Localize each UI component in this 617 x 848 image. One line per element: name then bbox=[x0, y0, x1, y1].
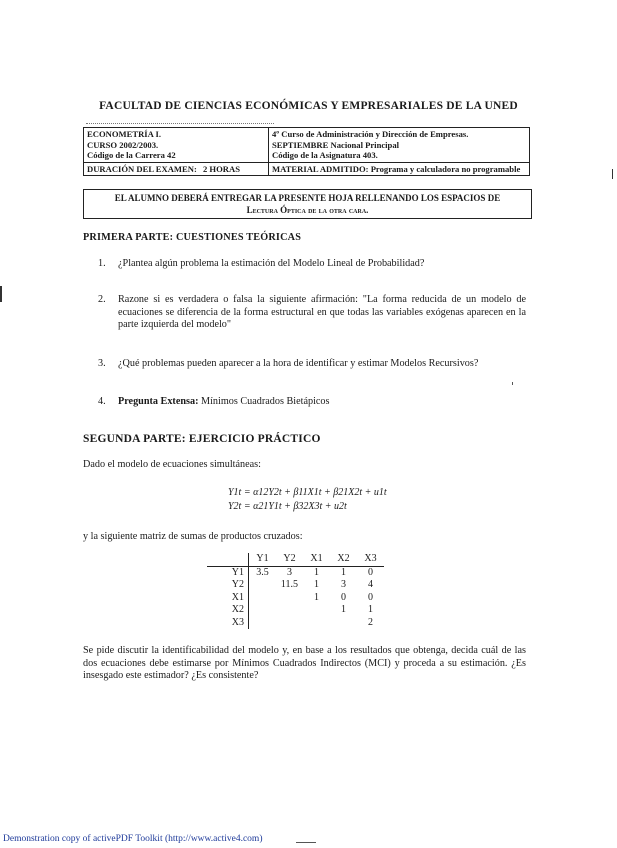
model-intro: Dado el modelo de ecuaciones simultáneas: bbox=[83, 459, 261, 470]
matrix-cell: 0 bbox=[368, 591, 373, 603]
duration-value: 2 HORAS bbox=[202, 163, 240, 174]
matrix-cell: 3 bbox=[341, 579, 346, 591]
career-code: Código de la Carrera 42 bbox=[87, 150, 176, 160]
matrix-cell: 1 bbox=[314, 579, 319, 591]
matrix-cell bbox=[249, 617, 277, 630]
row-header: X3 bbox=[207, 617, 249, 630]
matrix-cell: 1 bbox=[341, 604, 346, 616]
matrix-cell bbox=[303, 617, 330, 630]
matrix-row bbox=[207, 604, 384, 617]
matrix-cell bbox=[276, 617, 303, 630]
matrix-cell: 1 bbox=[341, 566, 346, 578]
matrix-cell bbox=[249, 579, 277, 592]
notice-line-2: Lectura Óptica de la otra cara. bbox=[246, 205, 369, 215]
course-name: ECONOMETRÍA I. bbox=[87, 129, 162, 139]
q3-number: 3. bbox=[98, 358, 106, 369]
matrix-cell: 0 bbox=[341, 591, 346, 603]
matrix-cell: 2 bbox=[368, 616, 373, 628]
matrix-cell: 4 bbox=[368, 579, 373, 591]
faculty-title: FACULTAD DE CIENCIAS ECONÓMICAS Y EMPRESARIALES DE LA UNED bbox=[99, 100, 518, 112]
matrix-row bbox=[207, 617, 384, 630]
subject-code: Código de la Asignatura 403. bbox=[272, 150, 378, 160]
row-header: Y1 bbox=[207, 566, 249, 579]
demo-watermark-link[interactable]: Demonstration copy of activePDF Toolkit (http://www.active4.com) bbox=[3, 834, 263, 844]
margin-mark bbox=[612, 169, 613, 179]
equation-1: Y1t = α12Y2t + β11X1t + β21X2t + u1t bbox=[228, 487, 387, 498]
matrix-cell: 1 bbox=[314, 566, 319, 578]
course-year: CURSO 2002/2003. bbox=[87, 139, 159, 150]
submission-notice bbox=[83, 189, 532, 219]
matrix-cell bbox=[330, 617, 357, 630]
exam-session: SEPTIEMBRE Nacional Principal bbox=[272, 139, 400, 150]
dotted-separator bbox=[86, 123, 274, 124]
q1-number: 1. bbox=[98, 258, 106, 269]
matrix-cell: 1 bbox=[368, 604, 373, 616]
row-header: X2 bbox=[207, 604, 249, 617]
q2-text: Razone si es verdadera o falsa la siguiente afirmación: "La forma reducida de un modelo de ecuaciones se diferencia de la forma estructural en que todas las variables exógenas aparecen en la parte izquierda del modelo" bbox=[118, 294, 526, 331]
col-header: X1 bbox=[303, 553, 330, 566]
matrix-cell: 1 bbox=[314, 591, 319, 603]
material-label: MATERIAL ADMITIDO: bbox=[272, 163, 369, 174]
matrix-row bbox=[207, 566, 384, 579]
scan-mark bbox=[512, 382, 513, 385]
duration-label: DURACIÓN DEL EXAMEN: bbox=[87, 163, 197, 174]
scan-mark bbox=[296, 842, 316, 843]
matrix-cell: 3.5 bbox=[256, 566, 269, 578]
q4-label: Pregunta Extensa: bbox=[118, 396, 199, 407]
part1-title: PRIMERA PARTE: CUESTIONES TEÓRICAS bbox=[83, 232, 302, 243]
matrix-row bbox=[207, 592, 384, 605]
row-header: X1 bbox=[207, 592, 249, 605]
q4-text bbox=[118, 396, 526, 409]
matrix-cell: 0 bbox=[368, 566, 373, 578]
course-info-cell bbox=[84, 128, 269, 163]
matrix-cell bbox=[249, 592, 277, 605]
matrix-corner bbox=[207, 553, 249, 566]
matrix-cell bbox=[303, 604, 330, 617]
degree-name: 4º Curso de Administración y Dirección de Empresas. bbox=[272, 129, 469, 139]
degree-info-cell bbox=[269, 128, 530, 163]
part2-title: SEGUNDA PARTE: EJERCICIO PRÁCTICO bbox=[83, 433, 321, 445]
material-value: Programa y calculadora no programable bbox=[370, 163, 521, 174]
matrix-row bbox=[207, 579, 384, 592]
q1-text: ¿Plantea algún problema la estimación del Modelo Lineal de Probabilidad? bbox=[118, 258, 425, 269]
notice-line-1: EL ALUMNO DEBERÁ ENTREGAR LA PRESENTE HOJA RELLENANDO LOS ESPACIOS DE bbox=[114, 193, 501, 203]
matrix-cell bbox=[249, 604, 277, 617]
q4-number: 4. bbox=[98, 396, 106, 407]
exercise-instructions: Se pide discutir la identificabilidad del modelo y, en base a los resultados que obtenga, decida cuál de las dos ecuaciones debe estimarse por Mínimos Cuadrados Indirectos (MCI) y proceda a su estimación. ¿Es insesgado este estimador? ¿Es consistente? bbox=[83, 645, 526, 682]
matrix-header-row bbox=[207, 553, 384, 566]
duration-cell bbox=[84, 162, 269, 176]
col-header: Y2 bbox=[276, 553, 303, 566]
matrix-intro: y la siguiente matriz de sumas de productos cruzados: bbox=[83, 531, 303, 542]
matrix-cell: 3 bbox=[287, 566, 292, 578]
matrix-cell bbox=[276, 592, 303, 605]
col-header: Y1 bbox=[249, 553, 277, 566]
matrix-cell: 11.5 bbox=[280, 579, 299, 591]
q4-topic: Mínimos Cuadrados Bietápicos bbox=[201, 396, 330, 407]
row-header: Y2 bbox=[207, 579, 249, 592]
matrix-cell bbox=[276, 604, 303, 617]
col-header: X2 bbox=[330, 553, 357, 566]
equation-2: Y2t = α21Y1t + β32X3t + u2t bbox=[228, 501, 347, 512]
cross-products-matrix bbox=[207, 553, 384, 629]
q2-number: 2. bbox=[98, 294, 106, 305]
margin-mark bbox=[0, 286, 2, 302]
col-header: X3 bbox=[357, 553, 384, 566]
exam-header-table bbox=[83, 127, 530, 176]
q3-text: ¿Qué problemas pueden aparecer a la hora de identificar y estimar Modelos Recursivos? bbox=[118, 358, 479, 369]
material-cell bbox=[269, 162, 530, 176]
